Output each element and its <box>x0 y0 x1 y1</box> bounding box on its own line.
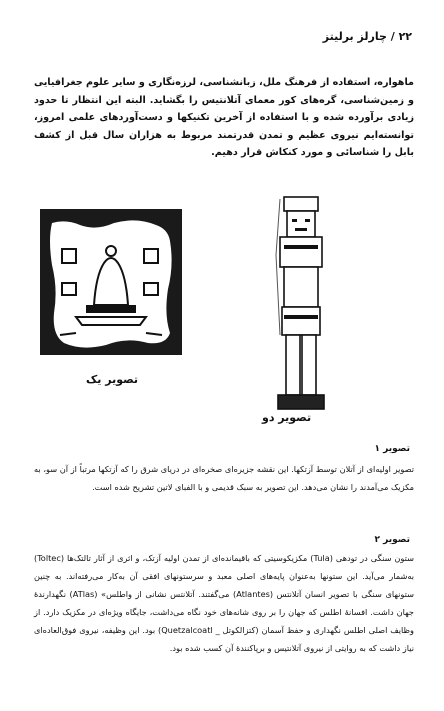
intro-paragraph: ماهواره، استفاده از فرهنگ ملل، زبانشناسی، لرزه‌نگاری و سایر علوم جغرافیایی و زمین‌شناسی، گره‌های کور معمای آتلانتیس را بگشاید. البته این انتظار تا حدود زیادی برآورده شده و با استفاده از آخرین تکنیکها و دست‌آوردهای علمی امروز، توانسته‌ایم نیروی عظیم و تمدن قدرتمند مربوط به هزاران سال قبل از کشف بابل را شناسائی و مورد کنکاش قرار دهیم. <box>33 77 414 159</box>
section1-title: تصویر ۱ <box>374 444 410 454</box>
running-header: ۲۲ / چارلز برلیتز <box>322 30 412 43</box>
figure2-caption: تصویر دو <box>262 411 312 424</box>
chest-band <box>284 245 318 249</box>
belt-band <box>284 315 318 319</box>
section1-body: تصویر اولیه‌ای از آتلان توسط آزتکها. این نقشه جزیره‌ای صخره‌ای در دریای شرق را که آزتکها مرتباً از آن سو، به مکزیک می‌آمدند را نشان می‌دهد. این تصویر به سبک قدیمی و با الفبای لاتین تشریح شده است. <box>34 464 414 492</box>
aztec-map-illustration <box>36 205 186 360</box>
column-leg-left <box>286 335 300 395</box>
figure1-caption: تصویر یک <box>86 373 139 386</box>
column-base <box>278 395 324 409</box>
toltec-column-illustration <box>272 195 332 415</box>
column-torso <box>284 267 318 307</box>
column-leg-right <box>302 335 316 395</box>
column-belt <box>282 307 320 335</box>
face-eye-right <box>305 219 310 222</box>
section2-title: تصویر ۲ <box>374 535 410 545</box>
column-face <box>287 211 315 237</box>
column-headdress <box>284 197 318 211</box>
column-chest <box>280 237 322 267</box>
face-eye-left <box>292 219 297 222</box>
face-mouth <box>295 228 307 231</box>
bell-base <box>86 305 136 313</box>
section2-body: ستون سنگی در تودهی (Tula) مکزیکوسیتی که باقیمانده‌ای از تمدن اولیه آزتک، و اثری از آثار تالتک‌ها (Toltec) به‌شمار می‌آید. این ستونها به‌عنوان پایه‌های اصلی معبد و سرستونهای افقی آن به‌کار می‌رفته‌اند. به چنین ستونهای سنگی با تصویر انسان آتلانتس (Atlantes) می‌گفتند. آتلانتس نشانی از واطلس» (ATlas) نگهدارندهٔ جهان داشت. افسانهٔ اطلس که جهان را بر روی شانه‌های خود نگاه می‌داشت، جایگاه ویژه‌ای در مکزیک دارد. از وظایف اصلی اطلس نگهداری و حفظ آسمان (کتزالکوتل _ Quetzalcoatl) بود. این وظیفه، نیروی فوق‌العاده‌ای نیاز داشت که به روایتی از نیروی آتلانتیس و برپاکنندهٔ آن کسب شده بود. <box>34 553 414 653</box>
